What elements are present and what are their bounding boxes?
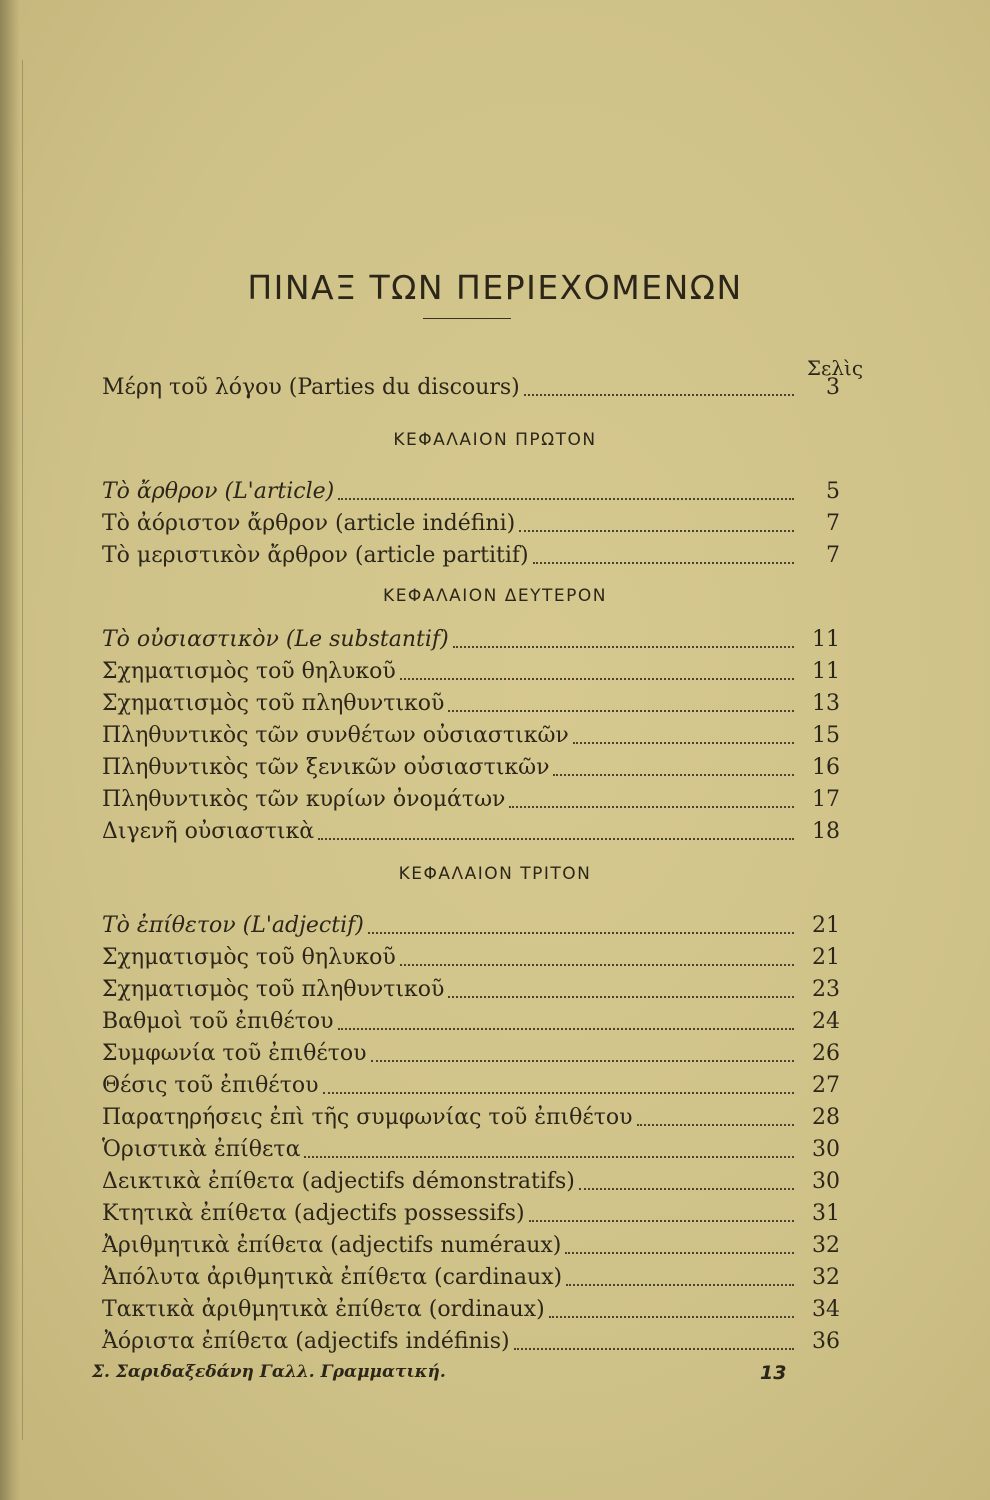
chapter-heading-3: ΚΕΦΑΛΑΙΟΝ ΤΡΙΤΟΝ bbox=[398, 864, 592, 884]
toc-entry-label: Σχηματισμὸς τοῦ πληθυντικοῦ bbox=[102, 691, 445, 716]
toc-entry bbox=[102, 474, 840, 506]
toc-entry-page: 23 bbox=[812, 977, 840, 1002]
toc-entry-label: Ὁριστικὰ ἐπίθετα bbox=[102, 1137, 301, 1162]
toc-entry-page: 5 bbox=[826, 479, 840, 504]
toc-entry-page: 16 bbox=[812, 755, 840, 780]
toc-entry-page: 32 bbox=[812, 1233, 840, 1258]
page-binding-shadow bbox=[0, 0, 20, 1500]
toc-entry bbox=[102, 686, 840, 718]
dot-leader bbox=[400, 964, 794, 966]
toc-entry-page: 34 bbox=[812, 1297, 840, 1322]
toc-entry-label: Μέρη τοῦ λόγου (Parties du discours) bbox=[102, 375, 520, 400]
toc-entry-label: Δεικτικὰ ἐπίθετα (adjectifs démonstratifs) bbox=[102, 1169, 575, 1194]
toc-entry bbox=[102, 1164, 840, 1196]
toc-entry-label: Πληθυντικὸς τῶν ξενικῶν οὐσιαστικῶν bbox=[102, 755, 550, 780]
dot-leader bbox=[448, 710, 794, 712]
toc-entry-label: Τὸ μεριστικὸν ἄρθρον (article partitif) bbox=[102, 543, 529, 568]
toc-entry bbox=[102, 750, 840, 782]
toc-entry bbox=[102, 1100, 840, 1132]
toc-entry bbox=[102, 1132, 840, 1164]
toc-entry-label: Διγενῆ οὐσιαστικὰ bbox=[102, 819, 315, 844]
toc-entry-page: 21 bbox=[812, 945, 840, 970]
toc-entry-page: 30 bbox=[812, 1137, 840, 1162]
dot-leader bbox=[533, 562, 794, 564]
toc-entry-intro bbox=[102, 370, 840, 402]
toc-entry bbox=[102, 1228, 840, 1260]
dot-leader bbox=[529, 1220, 794, 1222]
toc-entry bbox=[102, 718, 840, 750]
dot-leader bbox=[453, 646, 794, 648]
dot-leader bbox=[549, 1316, 794, 1318]
dot-leader bbox=[318, 838, 794, 840]
toc-entry-page: 15 bbox=[812, 723, 840, 748]
toc-entry-label: Θέσις τοῦ ἐπιθέτου bbox=[102, 1073, 319, 1098]
dot-leader bbox=[637, 1124, 794, 1126]
page-number: 13 bbox=[760, 1362, 787, 1384]
toc-entry-label: Παρατηρήσεις ἐπὶ τῆς συμφωνίας τοῦ ἐπιθέτου bbox=[102, 1105, 633, 1130]
printer-signature: Σ. Σαριδαξεδάνη Γαλλ. Γραμματική. bbox=[92, 1362, 446, 1382]
toc-entry-label: Ἀπόλυτα ἀριθμητικὰ ἐπίθετα (cardinaux) bbox=[102, 1265, 563, 1290]
toc-entry-label: Σχηματισμὸς τοῦ θηλυκοῦ bbox=[102, 945, 396, 970]
toc-entry-label: Πληθυντικὸς τῶν κυρίων ὀνομάτων bbox=[102, 787, 506, 812]
toc-title: ΠΙΝΑΞ ΤΩΝ ΠΕΡΙΕΧΟΜΕΝΩΝ bbox=[247, 268, 743, 307]
dot-leader bbox=[400, 678, 794, 680]
toc-entry-label: Τὸ ἄρθρον (L'article) bbox=[102, 479, 335, 504]
toc-entry-page: 11 bbox=[812, 627, 840, 652]
toc-entry-page: 26 bbox=[812, 1041, 840, 1066]
toc-entry-page: 7 bbox=[826, 511, 840, 536]
toc-entry-page: 27 bbox=[812, 1073, 840, 1098]
toc-entry-label: Κτητικὰ ἐπίθετα (adjectifs possessifs) bbox=[102, 1201, 525, 1226]
toc-entry-label: Σχηματισμὸς τοῦ πληθυντικοῦ bbox=[102, 977, 445, 1002]
title-rule bbox=[423, 318, 511, 319]
toc-entry-page: 36 bbox=[812, 1329, 840, 1354]
toc-entry-page: 28 bbox=[812, 1105, 840, 1130]
dot-leader bbox=[519, 530, 794, 532]
dot-leader bbox=[368, 932, 794, 934]
dot-leader bbox=[371, 1060, 794, 1062]
toc-entry-label: Τὸ ἀόριστον ἄρθρον (article indéfini) bbox=[102, 511, 516, 536]
dot-leader bbox=[553, 774, 794, 776]
toc-entry bbox=[102, 506, 840, 538]
dot-leader bbox=[323, 1092, 795, 1094]
toc-entry-label: Συμφωνία τοῦ ἐπιθέτου bbox=[102, 1041, 367, 1066]
toc-entry-label: Ἀριθμητικὰ ἐπίθετα (adjectifs numéraux) bbox=[102, 1233, 562, 1258]
dot-leader bbox=[566, 1284, 794, 1286]
toc-entry-page: 7 bbox=[826, 543, 840, 568]
toc-entry-page: 3 bbox=[826, 375, 840, 400]
toc-entry-label: Τὸ οὐσιαστικὸν (Le substantif) bbox=[102, 627, 449, 652]
toc-entry-page: 32 bbox=[812, 1265, 840, 1290]
toc-entry bbox=[102, 1196, 840, 1228]
toc-entry bbox=[102, 940, 840, 972]
toc-entry-label: Τὸ ἐπίθετον (L'adjectif) bbox=[102, 913, 364, 938]
toc-entry-page: 11 bbox=[812, 659, 840, 684]
toc-entry bbox=[102, 782, 840, 814]
toc-entry bbox=[102, 538, 840, 570]
toc-entry bbox=[102, 1260, 840, 1292]
toc-entry bbox=[102, 1324, 840, 1356]
toc-entry-page: 31 bbox=[812, 1201, 840, 1226]
dot-leader bbox=[448, 996, 794, 998]
toc-entry bbox=[102, 1292, 840, 1324]
toc-entry-label: Βαθμοὶ τοῦ ἐπιθέτου bbox=[102, 1009, 334, 1034]
toc-entry-label: Πληθυντικὸς τῶν συνθέτων οὐσιαστικῶν bbox=[102, 723, 569, 748]
toc-entry bbox=[102, 654, 840, 686]
toc-entry-page: 21 bbox=[812, 913, 840, 938]
chapter-heading-2: ΚΕΦΑΛΑΙΟΝ ΔΕΥΤΕΡΟΝ bbox=[383, 586, 607, 606]
toc-entry bbox=[102, 1036, 840, 1068]
dot-leader bbox=[338, 498, 794, 500]
toc-entry-label: Τακτικὰ ἀριθμητικὰ ἐπίθετα (ordinaux) bbox=[102, 1297, 545, 1322]
toc-entry-page: 17 bbox=[812, 787, 840, 812]
dot-leader bbox=[565, 1252, 794, 1254]
toc-entry-page: 30 bbox=[812, 1169, 840, 1194]
chapter-heading-1: ΚΕΦΑΛΑΙΟΝ ΠΡΩΤΟΝ bbox=[393, 430, 597, 450]
toc-entry-page: 18 bbox=[812, 819, 840, 844]
dot-leader bbox=[304, 1156, 794, 1158]
toc-entry bbox=[102, 908, 840, 940]
dot-leader bbox=[514, 1348, 794, 1350]
dot-leader bbox=[509, 806, 794, 808]
dot-leader bbox=[579, 1188, 794, 1190]
toc-entry bbox=[102, 1068, 840, 1100]
page-column-header: Σελὶς bbox=[806, 356, 864, 380]
dot-leader bbox=[524, 394, 794, 396]
toc-entry-label: Σχηματισμὸς τοῦ θηλυκοῦ bbox=[102, 659, 396, 684]
page-fold-line bbox=[22, 60, 23, 1440]
dot-leader bbox=[573, 742, 794, 744]
toc-entry-page: 24 bbox=[812, 1009, 840, 1034]
dot-leader bbox=[338, 1028, 794, 1030]
toc-entry bbox=[102, 622, 840, 654]
toc-entry-label: Ἀόριστα ἐπίθετα (adjectifs indéfinis) bbox=[102, 1329, 510, 1354]
toc-entry-page: 13 bbox=[812, 691, 840, 716]
toc-entry bbox=[102, 972, 840, 1004]
toc-entry bbox=[102, 1004, 840, 1036]
toc-entry bbox=[102, 814, 840, 846]
